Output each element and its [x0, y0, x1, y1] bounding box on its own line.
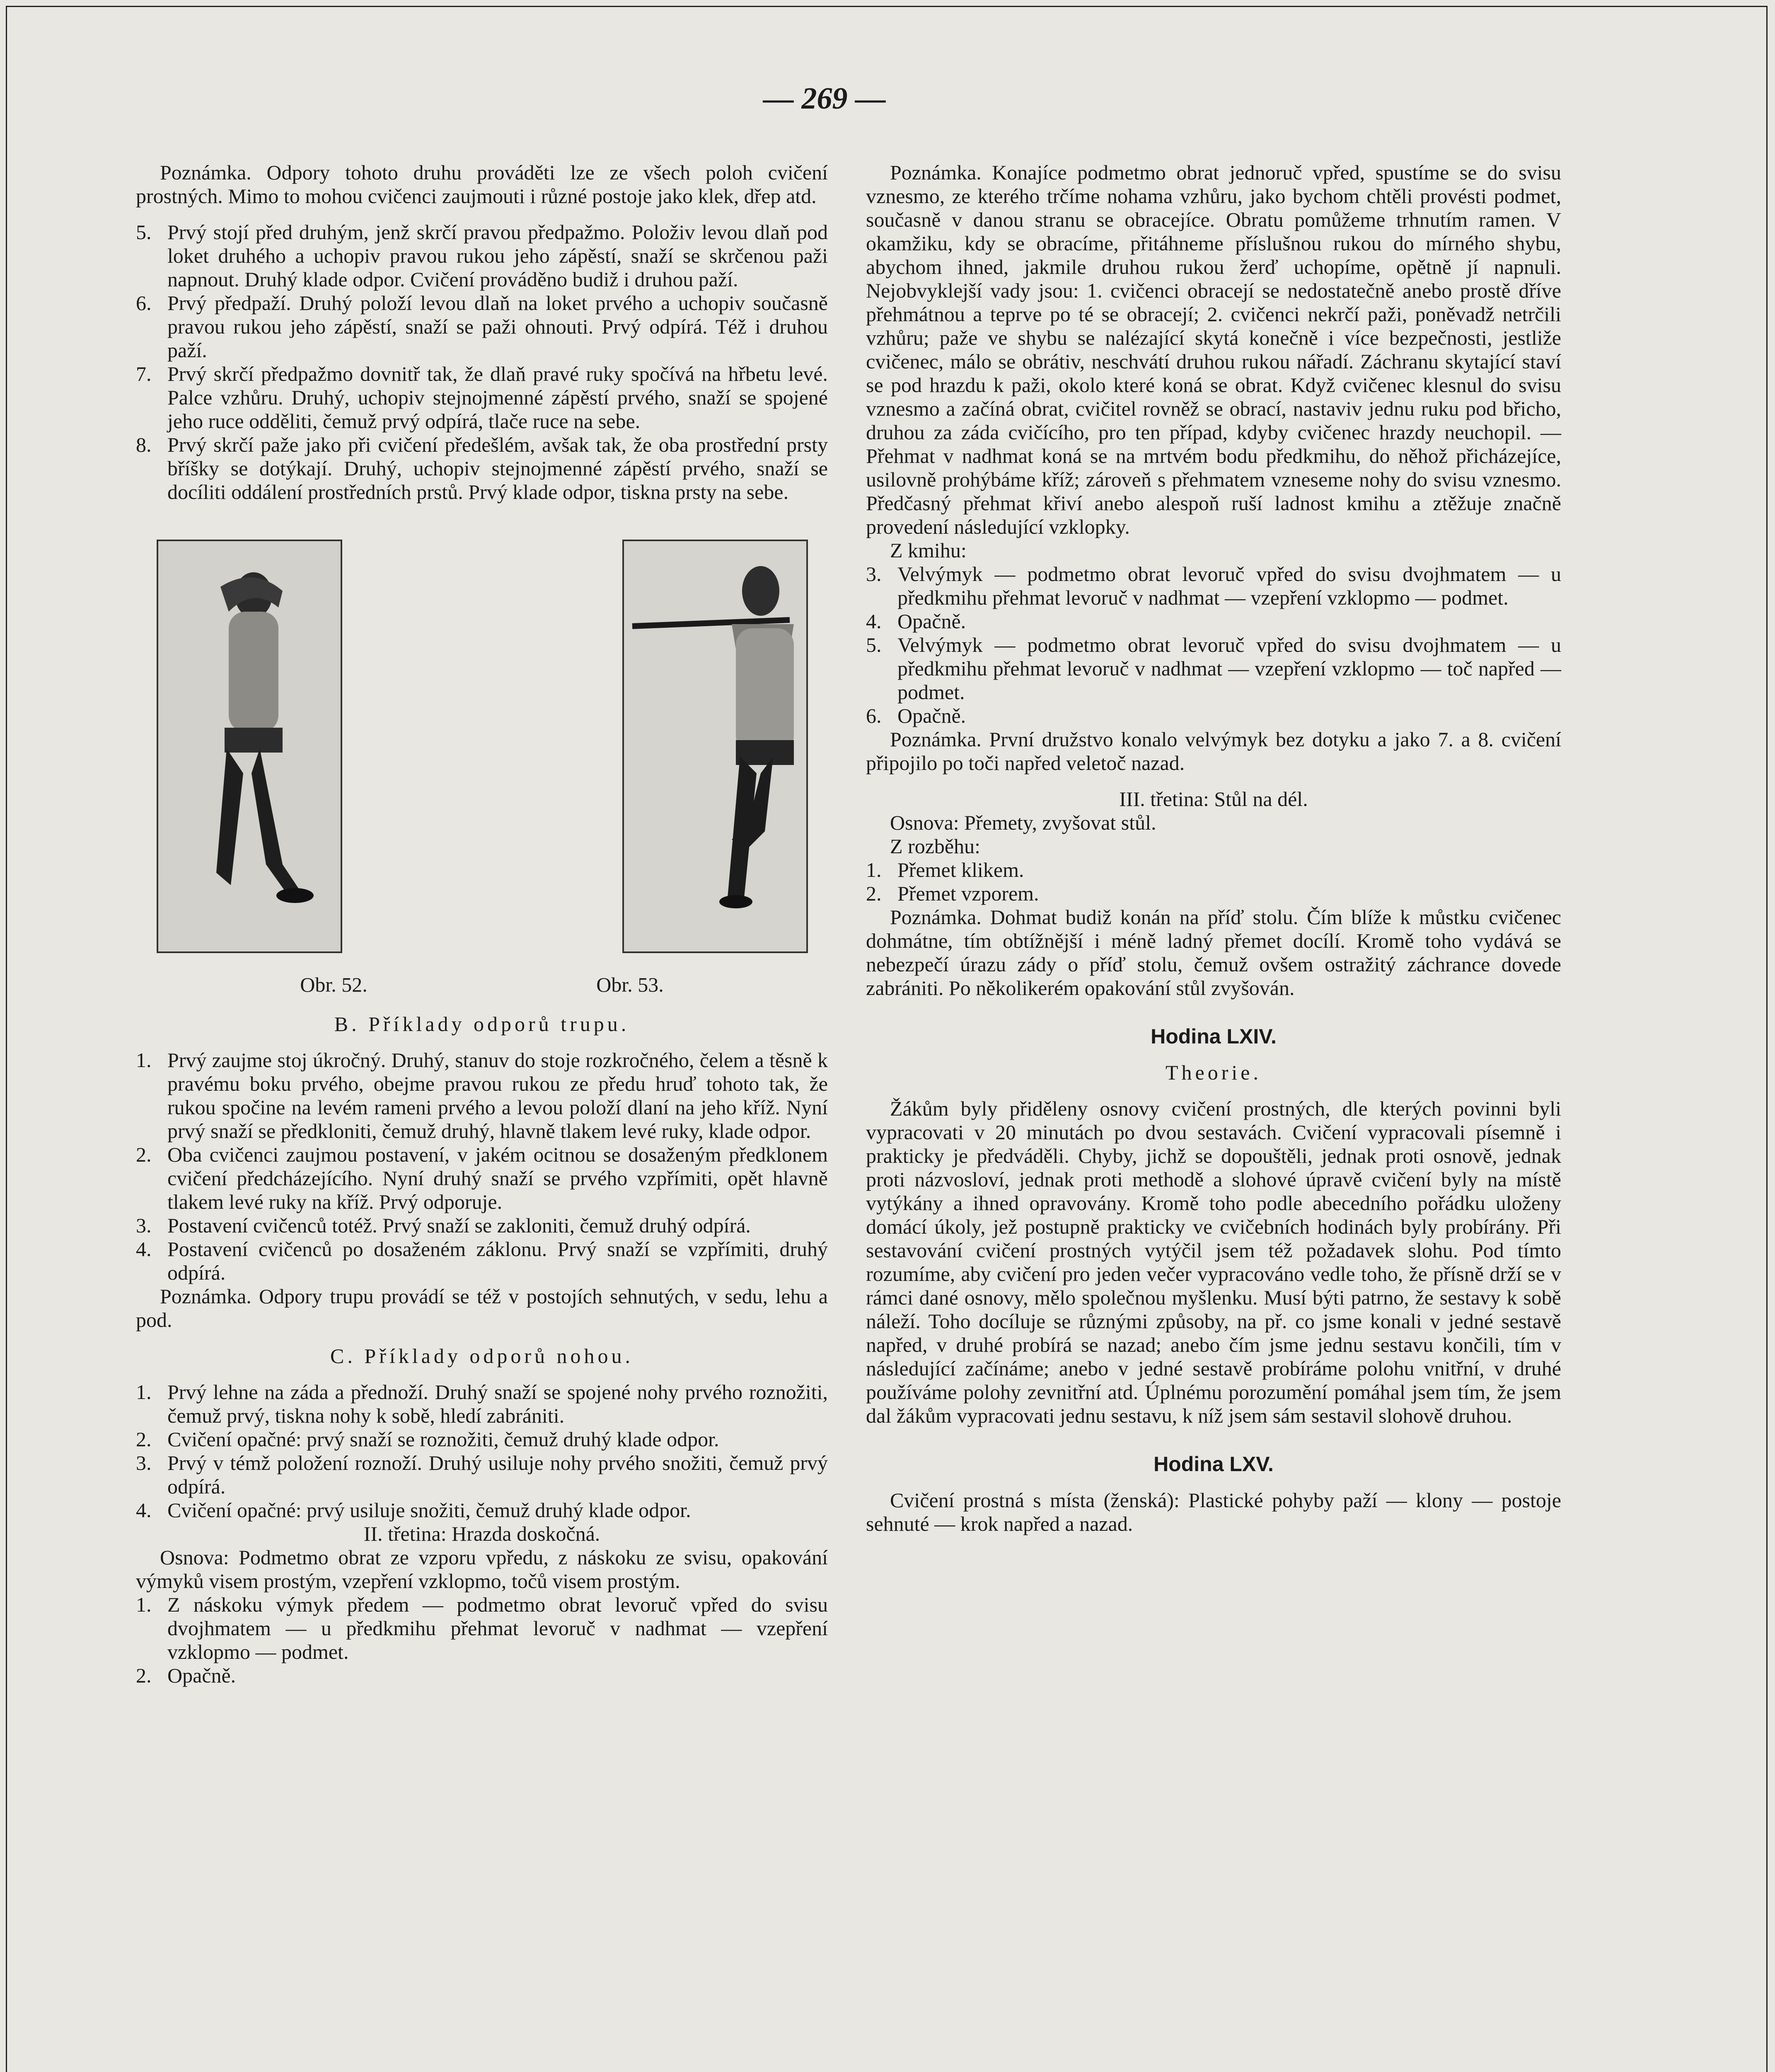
- item-text: Velvýmyk — podmetmo obrat levoruč vpřed do svisu dvojhmatem — u předkmihu přehmat levoruč v nadhmat — vzepření vzklopmo — toč napřed — podmet.: [897, 633, 1561, 704]
- item-text: Postavení cvičenců totéž. Prvý snaží se zakloniti, čemuž druhý odpírá.: [167, 1214, 751, 1237]
- exercise-list-c: [136, 1380, 828, 1522]
- list-item: [136, 220, 828, 291]
- item-number: 2.: [136, 1428, 152, 1451]
- list-item: [136, 1214, 828, 1237]
- list-item: [136, 1237, 828, 1285]
- item-number: 2.: [136, 1143, 152, 1166]
- list-item: [136, 1664, 828, 1687]
- left-column: [136, 161, 828, 1687]
- section-heading-b: B. Příklady odporů trupu.: [334, 1012, 630, 1036]
- item-text: Opačně.: [897, 704, 966, 727]
- item-text: Prvý lehne na záda a přednoží. Druhý snaží se spojené nohy prvého roznožiti, čemuž prvý, tiskna nohy k sobě, hledí zabrániti.: [167, 1380, 828, 1427]
- list-item: [866, 633, 1561, 704]
- item-text: Cvičení opačné: prvý usiluje snožiti, čemuž druhý klade odpor.: [167, 1498, 691, 1522]
- item-number: 4.: [136, 1498, 152, 1522]
- item-text: Přemet klikem.: [897, 858, 1024, 881]
- note-paragraph-right: Poznámka. Konajíce podmetmo obrat jednoruč vpřed, spustíme se do svisu vznesmo, ze kterého trčíme nohama vzhůru, jako bychom chtěli provésti podmet, současně v danou stranu se obracejíce. Obratu pomůžeme trhnutím ramen. V okamžiku, kdy se obracíme, přitáhneme příslušnou rukou do mírného shybu, abychom ihned, jakmile druhou rukou žerď uchopíme, opětně jí napnuli. Nejobvyklejší vady jsou: 1. cvičenci obracejí se nedostatečně anebo prostě dříve přehmátnou a teprve po té se obracejí; 2. cvičenci nekrčí paži, poněvadž netrčili vzhůru; paže ve shybu se nalézající skytá konečně i více bezpečnosti, jestliže cvičenec, málo se obrátiv, neschvátí druhou rukou nářadí. Záchranu skytající staví se pod hrazdu k paži, okolo které koná se obrat. Když cvičenec klesnul do svisu vznesmo a začíná obrat, cvičitel rovněž se obrací, nastaviv jednu ruku pod břicho, druhou za záda cvičícího, pro ten případ, kdyby cvičenec hrazdy neuchopil. — Přehmat v nadhmat koná se na mrtvém bodu předkmihu, do něhož přicházejíce, usilovně prohýbáme kříž; zároveň s přehmatem vzneseme nohy do svisu vznesmo. Předčasný přehmat křiví anebo alespoň ruší ladnost kmihu a ztěžuje značně provedení následující vzklopky.: [866, 161, 1561, 538]
- lesson-heading-lxiv: Hodina LXIV.: [1151, 1025, 1277, 1048]
- item-number: 3.: [866, 562, 882, 586]
- list-item: [136, 362, 828, 433]
- osnova-iii: Osnova: Přemety, zvyšovat stůl.: [890, 811, 1156, 834]
- item-number: 6.: [866, 704, 882, 727]
- figure-53-caption: Obr. 53.: [596, 973, 664, 996]
- item-text: Postavení cvičenců po dosaženém záklonu. Prvý snaží se vzpřímiti, druhý odpírá.: [167, 1237, 828, 1284]
- figure-captions: [136, 973, 828, 997]
- theorie-heading: Theorie.: [1166, 1061, 1262, 1084]
- z-kmihu-label: Z kmihu:: [890, 539, 967, 562]
- item-number: 4.: [136, 1237, 152, 1261]
- item-text: Prvý skrčí paže jako při cvičení předešlém, avšak tak, že oba prostřední prsty bříšky se dotýkají. Druhý, uchopiv stejnojmenné zápěstí prvého, snaží se docíliti oddálení prostředních prstů. Prvý klade odpor, tiskna prsty na sebe.: [167, 433, 828, 503]
- note-paragraph: Poznámka. Odpory tohoto druhu prováděti lze ze všech poloh cvičení prostných. Mimo to mohou cvičenci zaujmouti i různé postoje jako klek, dřep atd.: [136, 161, 828, 208]
- list-item: [136, 1498, 828, 1522]
- exercise-list-right: [866, 562, 1561, 728]
- item-text: Prvý předpaží. Druhý položí levou dlaň na loket prvého a uchopiv současně pravou rukou jeho zápěstí, snaží se paži ohnouti. Prvý odpírá. Též i druhou paží.: [167, 291, 828, 362]
- item-number: 6.: [136, 291, 152, 315]
- item-number: 1.: [136, 1380, 152, 1404]
- lxv-paragraph: Cvičení prostná s místa (ženská): Plastické pohyby paží — klony — postoje sehnuté — krok napřed a nazad.: [866, 1489, 1561, 1535]
- exercise-list-ii: [136, 1593, 828, 1687]
- item-number: 5.: [866, 633, 882, 656]
- item-number: 3.: [136, 1214, 152, 1237]
- list-item: [866, 610, 1561, 633]
- figure-52-caption: Obr. 52.: [300, 973, 368, 996]
- item-number: 7.: [136, 362, 152, 385]
- item-number: 1.: [136, 1593, 152, 1616]
- list-item: [136, 1451, 828, 1498]
- item-number: 2.: [866, 882, 882, 905]
- list-item: [136, 433, 828, 504]
- list-item: [136, 291, 828, 362]
- item-text: Prvý skrčí předpažmo dovnitř tak, že dlaň pravé ruky spočívá na hřbetu levé. Palce vzhůru. Druhý, uchopiv stejnojmenné zápěstí prvého, snaží se spojené jeho ruce odděliti, čemuž prvý odpírá, tlače ruce na sebe.: [167, 362, 828, 433]
- item-number: 5.: [136, 220, 152, 244]
- item-text: Prvý v témž položení roznoží. Druhý usiluje nohy prvého snožiti, čemuž prvý odpírá.: [167, 1451, 828, 1498]
- page-number: — 269 —: [763, 82, 886, 116]
- right-column: [866, 161, 1561, 1536]
- list-item: [866, 704, 1561, 728]
- item-text: Oba cvičenci zaujmou postavení, v jakém ocitnou se dosaženým předklonem cvičení předcházejícího. Nyní druhý snaží se prvého vzpřímiti, opět hlavně tlakem levé ruky na kříž. Prvý odporuje.: [167, 1143, 828, 1213]
- exercise-list-iii: [866, 858, 1561, 905]
- exercise-list-b: [136, 1048, 828, 1285]
- item-number: 1.: [136, 1048, 152, 1072]
- lesson-heading-lxv: Hodina LXV.: [1154, 1452, 1274, 1476]
- list-item: [136, 1428, 828, 1451]
- list-item: [136, 1048, 828, 1143]
- list-item: [136, 1380, 828, 1428]
- z-rozbehu-label: Z rozběhu:: [890, 835, 980, 858]
- list-item: [136, 1593, 828, 1664]
- item-text: Opačně.: [167, 1664, 236, 1687]
- item-text: Prvý zaujme stoj úkročný. Druhý, stanuv do stoje rozkročného, čelem a těsně k pravému boku prvého, obejme pravou rukou ze předu hruď tohoto tak, že rukou spočine na levém rameni prvého a levou položí dlaní na jeho kříž. Nyní prvý snaží se předkloniti, čemuž druhý, hlavně tlakem levé ruky, klade odpor.: [167, 1048, 828, 1143]
- figures: [136, 540, 828, 953]
- list-item: [866, 858, 1561, 882]
- section-heading-c: C. Příklady odporů nohou.: [330, 1344, 634, 1368]
- figure-52-photo: [157, 540, 342, 953]
- section-heading-iii: III. třetina: Stůl na dél.: [1119, 787, 1308, 811]
- list-item: [866, 882, 1561, 905]
- item-number: 1.: [866, 858, 882, 881]
- section-heading-ii: II. třetina: Hrazda doskočná.: [363, 1522, 600, 1545]
- item-number: 2.: [136, 1664, 152, 1687]
- item-number: 4.: [866, 610, 882, 633]
- exercise-list: [136, 220, 828, 504]
- item-number: 8.: [136, 433, 152, 456]
- figure-53-photo: [622, 540, 808, 953]
- theorie-paragraph: Žákům byly přiděleny osnovy cvičení prostných, dle kterých povinni byli vypracovati v 20 minutách po dvou sestavách. Cvičení vypracovali písemně i prakticky je předváděli. Chyby, jichž se dopouštěli, jednak proti osnově, jednak proti názvosloví, jednak proti methodě a slohové úpravě cvičení byly na místě vytýkány a ihned opravovány. Kromě toho podle abecedního pořádku uloženy domácí úkoly, jež postupně prakticky ve cvičebních hodinách byly probírány. Při sestavování cvičení prostných vytýčil jsem též požadavek slohu. Pod tímto rozumíme, aby cvičení pro jeden večer vypracováno vedle toho, že přísně drží se v rámci dané osnovy, mělo společnou myšlenku. Musí býti patrno, že sestavy k sobě náleží. Toho docíluje se různými způsoby, na př. co jsme konali v jedné sestavě napřed, v druhé probírá se nazad; anebo čím jsme jednu sestavu končili, tím v následující začínáme; anebo v jedné sestavě probíráme polohu vnitřní, v druhé používáme polohy zevnitřní atd. Úplnému porozumění pomáhal jsem tím, že jsem dal žákům vypracovati jednu sestavu, k níž jsem sám sestavil slohově druhou.: [866, 1097, 1561, 1427]
- item-text: Prvý stojí před druhým, jenž skrčí pravou předpažmo. Položiv levou dlaň pod loket druhého a uchopiv pravou rukou jeho zápěstí, snaží se skrčenou paži napnout. Druhý klade odpor. Cvičení prováděno budiž i druhou paží.: [167, 220, 828, 291]
- note-paragraph-right-3: Poznámka. Dohmat budiž konán na příď stolu. Čím blíže k můstku cvičenec dohmátne, tím obtížnější i méně ladný přemet docílí. Kromě toho vydává se nebezpečí úrazu zády o příď stolu, čemuž ovšem ostražitý záchrance dovede zabrániti. Po několikerém opakování stůl zvyšován.: [866, 905, 1561, 1000]
- list-item: [136, 1143, 828, 1214]
- osnova-ii: Osnova: Podmetmo obrat ze vzporu vpředu, z náskoku ze svisu, opakování výmyků visem prostým, vzepření vzklopmo, točů visem prostým.: [136, 1546, 828, 1593]
- item-text: Velvýmyk — podmetmo obrat levoruč vpřed do svisu dvojhmatem — u předkmihu přehmat levoruč v nadhmat — vzepření vzklopmo — podmet.: [897, 562, 1561, 609]
- note-paragraph-b: Poznámka. Odpory trupu provádí se též v postojích sehnutých, v sedu, lehu a pod.: [136, 1285, 828, 1331]
- item-number: 3.: [136, 1451, 152, 1474]
- item-text: Opačně.: [897, 610, 966, 633]
- item-text: Přemet vzporem.: [897, 882, 1039, 905]
- item-text: Z náskoku výmyk předem — podmetmo obrat levoruč vpřed do svisu dvojhmatem — u předkmihu přehmat levoruč v nadhmat — vzepření vzklopmo — podmet.: [167, 1593, 828, 1663]
- note-paragraph-right-2: Poznámka. První družstvo konalo velvýmyk bez dotyku a jako 7. a 8. cvičení připojilo po toči napřed veletoč nazad.: [866, 728, 1561, 775]
- item-text: Cvičení opačné: prvý snaží se roznožiti, čemuž druhý klade odpor.: [167, 1428, 719, 1451]
- list-item: [866, 562, 1561, 610]
